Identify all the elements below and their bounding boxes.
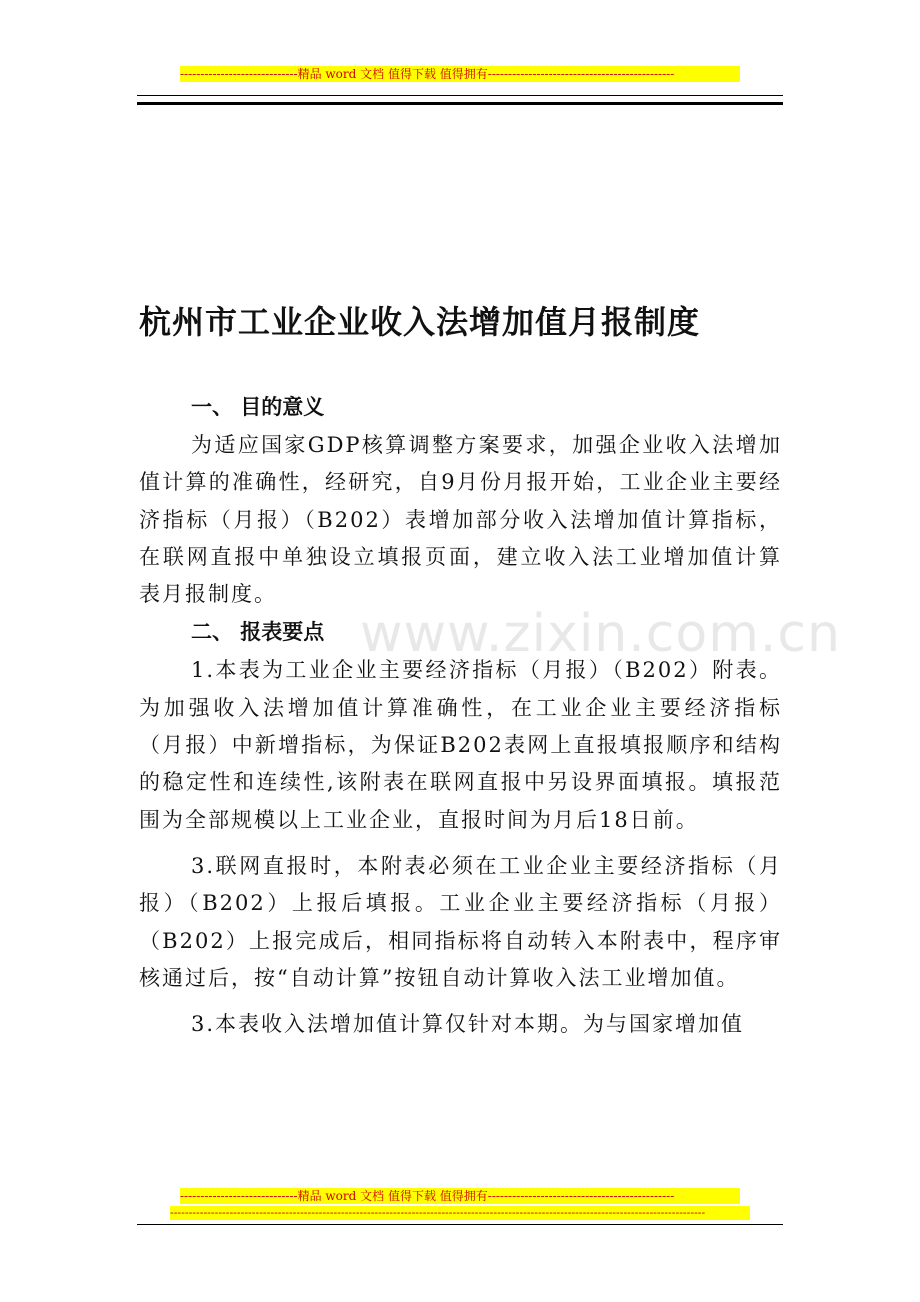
watermark: www.zixin.com.cn (360, 604, 841, 664)
header-banner: -----------------------------精品 word 文档 值得下载 值得拥有---------------------------------------------- (180, 66, 740, 82)
header-rule-thick (137, 102, 783, 105)
section-heading-purpose: 一、 目的意义 (191, 394, 325, 419)
paragraph: 1.本表为工业企业主要经济指标（月报）（B202）附表。为加强收入法增加值计算准确性，在工业企业主要经济指标（月报）中新增指标，为保证B202表网上直报填报顺序和结构的稳定性和连续性,该附表在联网直报中另设界面填报。填报范围为全部规模以上工业企业，直报时间为月后18日前。 (139, 658, 782, 832)
paragraph: 3.本表收入法增加值计算仅针对本期。为与国家增加值 (191, 1012, 745, 1037)
footer-banner: -----------------------------精品 word 文档 值得下载 值得拥有---------------------------------------------- (180, 1188, 740, 1204)
document-title: 杭州市工业企业收入法增加值月报制度 (139, 303, 701, 341)
document-body (139, 300, 782, 1045)
header-rule-thin (137, 95, 783, 96)
footer-rule (137, 1224, 783, 1225)
paragraph: 3.联网直报时，本附表必须在工业企业主要经济指标（月报）（B202）上报后填报。工业企业主要经济指标（月报）（B202）上报完成后，相同指标将自动转入本附表中，程序审核通过后，按“自动计算”按钮自动计算收入法工业增加值。 (139, 853, 782, 990)
section-heading-key-points: 二、 报表要点 (191, 619, 325, 645)
paragraph: 为适应国家GDP核算调整方案要求，加强企业收入法增加值计算的准确性，经研究，自9月份月报开始，工业企业主要经济指标（月报）（B202）表增加部分收入法增加值计算指标，在联网直报中单独设立填报页面，建立收入法工业增加值计算表月报制度。 (139, 433, 782, 607)
footer-banner-2: ------------------------------------------------------------------------------------------------------------------------------------------------ (170, 1206, 750, 1220)
